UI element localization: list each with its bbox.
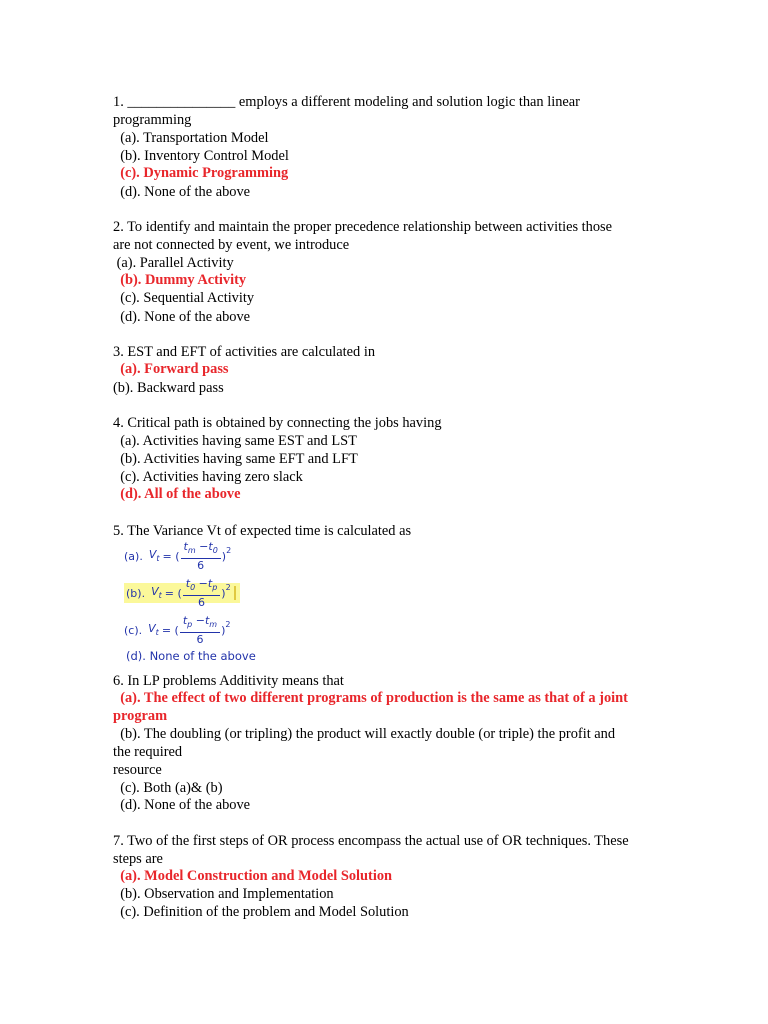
formula-option-a [124, 538, 231, 574]
question-7-text-cont: steps are [113, 851, 163, 867]
formula-b-close: ) [221, 586, 226, 600]
formula-a-close: ) [221, 549, 227, 563]
question-1-answer-c: (c). Dynamic Programming [113, 165, 289, 181]
formula-c-num-b-sub: m [209, 620, 218, 630]
question-1-option-a: (a). Transportation Model [113, 130, 269, 146]
formula-a-num-b-sub: 0 [212, 546, 218, 556]
formula-a-num-b: t [208, 540, 213, 554]
question-5-text: 5. The Variance Vt of expected time is calculated as [113, 523, 412, 539]
formula-c-den: 6 [196, 632, 204, 646]
question-4-option-a: (a). Activities having same EST and LST [113, 433, 357, 449]
formula-b-num-a: t [185, 577, 191, 591]
formula-a-v: V [148, 548, 157, 562]
question-1-option-b: (b). Inventory Control Model [113, 148, 289, 164]
question-6-option-b-cont: the required [113, 744, 183, 760]
question-3-option-b: (b). Backward pass [113, 380, 224, 396]
formula-a-label: (a). [124, 549, 143, 563]
question-3-text: 3. EST and EFT of activities are calculated in [113, 344, 376, 360]
formula-b-v: V [151, 585, 159, 599]
question-6-answer-a-cont: program [113, 708, 168, 724]
question-2-option-d: (d). None of the above [113, 309, 251, 325]
question-1-text-cont: programming [113, 112, 192, 128]
formula-a-vsub: t [156, 554, 160, 564]
formula-c-vsub: t [155, 628, 159, 638]
formula-a-fraction [181, 540, 221, 571]
question-2-answer-b: (b). Dummy Activity [113, 272, 247, 288]
formula-a-exp: 2 [226, 545, 232, 555]
question-4-option-c: (c). Activities having zero slack [113, 469, 303, 485]
formula-a-num-a-sub: m [187, 546, 196, 556]
formula-option-d: (d). None of the above [126, 649, 256, 663]
formula-c-fraction [180, 614, 220, 645]
question-6-option-c: (c). Both (a)& (b) [113, 780, 223, 796]
formula-b-num-b: t [207, 577, 213, 591]
question-6-option-b-cont2: resource [113, 762, 162, 778]
formula-b-fraction [183, 577, 221, 608]
formula-c-num-b: t [204, 614, 210, 628]
formula-c-v: V [148, 622, 156, 636]
question-4-answer-d: (d). All of the above [113, 486, 241, 502]
question-4-option-b: (b). Activities having same EFT and LFT [113, 451, 358, 467]
question-2-text: 2. To identify and maintain the proper precedence relationship between activities those [113, 219, 613, 235]
question-2-option-c: (c). Sequential Activity [113, 290, 255, 306]
question-4-text: 4. Critical path is obtained by connecting the jobs having [113, 415, 442, 431]
formula-option-c [124, 612, 230, 648]
formula-a-minus: − [199, 540, 209, 554]
question-6-option-b: (b). The doubling (or tripling) the product will exactly double (or triple) the profit and [113, 726, 616, 742]
question-7-answer-a: (a). Model Construction and Model Solution [113, 868, 393, 884]
question-6-option-d: (d). None of the above [113, 797, 251, 813]
formula-c-close: ) [221, 623, 226, 637]
question-6-text: 6. In LP problems Additivity means that [113, 673, 344, 689]
question-7-option-c: (c). Definition of the problem and Model Solution [113, 904, 409, 920]
formula-a-eq: = ( [162, 549, 180, 563]
question-3-answer-a: (a). Forward pass [113, 361, 229, 377]
formula-b-num-b-sub: p [212, 583, 218, 593]
formula-c-num-a: t [182, 614, 188, 628]
formula-c-eq: = ( [161, 623, 179, 637]
formula-option-b-highlighted [124, 575, 240, 611]
question-2-option-a: (a). Parallel Activity [113, 255, 234, 271]
formula-c-label: (c). [124, 623, 143, 637]
formula-a-den: 6 [197, 558, 205, 572]
formula-b-num-a-sub: 0 [190, 583, 196, 593]
formula-c-exp: 2 [225, 619, 231, 629]
question-6-answer-a: (a). The effect of two different programs of production is the same as that of a joint [113, 690, 628, 706]
question-7-option-b: (b). Observation and Implementation [113, 886, 334, 902]
formula-c-num-a-sub: p [187, 620, 193, 630]
question-7-text: 7. Two of the first steps of OR process encompass the actual use of OR techniques. These [113, 833, 629, 849]
highlight-bar [234, 586, 236, 600]
formula-a-num-a: t [183, 540, 188, 554]
formula-b-den: 6 [198, 595, 206, 609]
question-1-text: 1. _______________ employs a different modeling and solution logic than linear [113, 94, 580, 110]
formula-b-label: (b). [126, 586, 146, 600]
formula-b-minus: − [198, 577, 208, 591]
formula-b-vsub: t [158, 591, 162, 601]
question-2-text-cont: are not connected by event, we introduce [113, 237, 350, 253]
formula-c-minus: − [195, 614, 205, 628]
formula-b-exp: 2 [225, 582, 231, 592]
formula-b-eq: = ( [164, 586, 182, 600]
question-1-option-d: (d). None of the above [113, 184, 251, 200]
